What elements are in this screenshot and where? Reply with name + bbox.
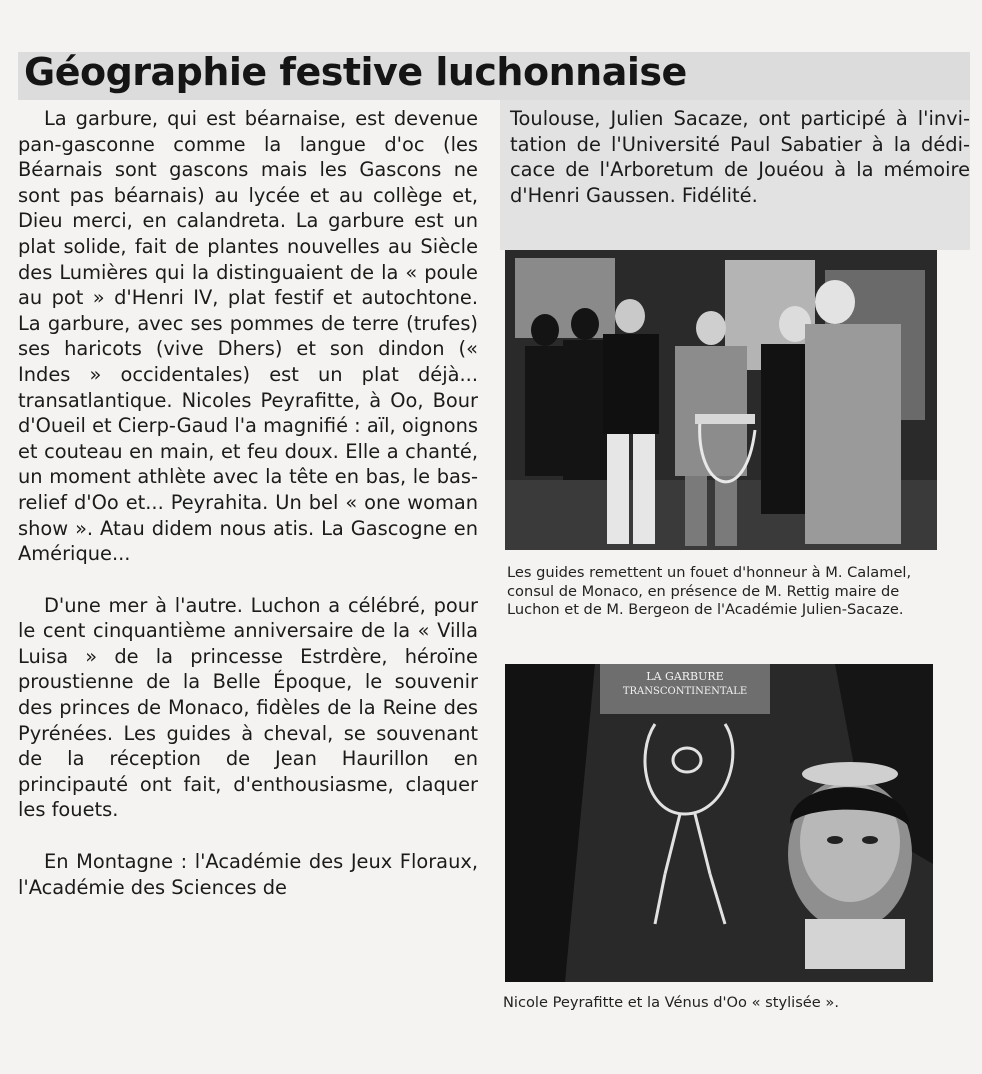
article-title: Géographie festive luchonnaise xyxy=(24,50,687,94)
photo-caption: Nicole Peyrafitte et la Vénus d'Oo « stylisée ». xyxy=(503,994,839,1011)
paragraph: D'une mer à l'autre. Luchon a célébré, pour le cent cinquantième anniversaire de la « Villa Luisa » de la princesse Estrdère, héroïne proustienne de la Belle Époque, le souvenir des princes de Monaco, fidèles de la Reine des Pyrénées. Les guides à cheval, se souvenant de la réception de Jean Haurillon en principauté ont fait, d'enthousiasme, claquer les fouets. xyxy=(18,593,478,822)
right-column xyxy=(510,106,970,208)
paragraph: Toulouse, Julien Sacaze, ont participé à l'invitation de l'Université Paul Sabatier à la dédicace de l'Arboretum de Jouéou à la mémoire d'Henri Gaussen. Fidélité. xyxy=(510,107,970,207)
paragraph: La garbure, qui est béarnaise, est devenue pan-gasconne comme la langue d'oc (les Béarnais sont gascons mais les Gascons ne sont pas béarnais) au lycée et au collège et, Dieu merci, en calandreta. La garbure est un plat solide, fait de plantes nouvelles au Siècle des Lumières qui la distinguaient de la « poule au pot » d'Henri IV, plat festif et autochtone. La garbure, avec ses pommes de terre (trufes) ses haricots (vive Dhers) et son dindon (« Indes » occidentales) est un plat déjà... transatlantique. Nicoles Peyrafitte, à Oo, Bour d'Oueil et Cierp-Gaud l'a magnifié : aïl, oignons et couteau en main, et feu doux. Elle a chanté, un moment athlète avec la tête en bas, le bas-relief d'Oo et... Peyrahita. Un bel « one woman show ». Atau didem nous atis. La Gascogne en Amérique... xyxy=(18,107,478,566)
paragraph: En Montagne : l'Académie des Jeux Floraux, l'Académie des Sciences de xyxy=(18,850,478,899)
photo-nicole-peyrafitte xyxy=(505,664,933,982)
poster-title-line2: TRANSCONTINENTALE xyxy=(622,686,748,697)
photo-guides-ceremony xyxy=(505,250,937,550)
left-column xyxy=(18,106,478,900)
poster-title-line1: LA GARBURE xyxy=(646,670,724,683)
photo-caption: Les guides remettent un fouet d'honneur à M. Calamel, consul de Monaco, en présence de M. Rettig maire de Luchon et de M. Bergeon de l'Académie Julien-Sacaze. xyxy=(507,564,912,619)
